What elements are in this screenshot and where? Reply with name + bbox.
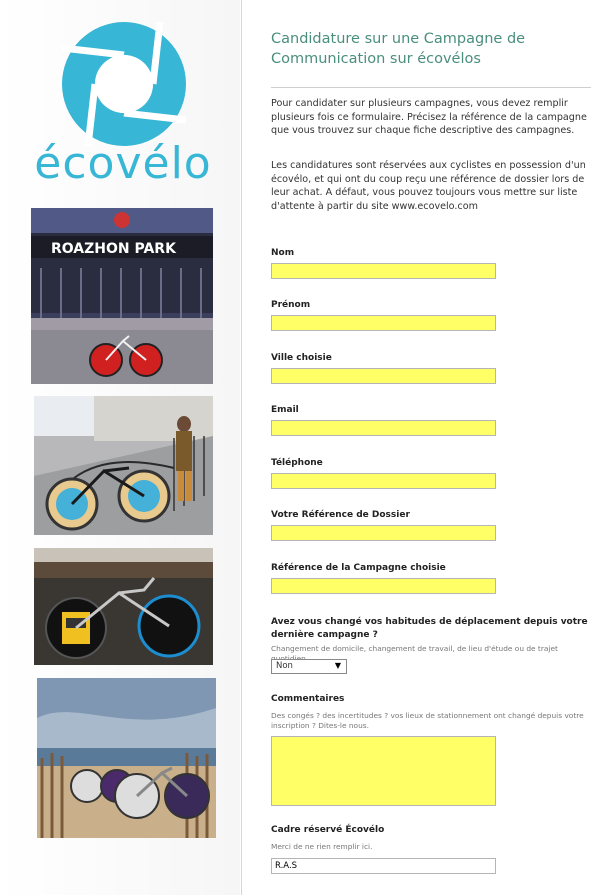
form-intro-paragraph-2: Les candidatures sont réservées aux cyclistes en possession d'un écovélo, et qui ont du coup reçu une référence de dossier lors de leur achat. A défaut, vous pouvez toujours vous mettre sur liste d'attente à partir du site www.ecovelo.com	[271, 160, 586, 212]
photo-roazhon-park	[31, 208, 213, 384]
ecovelo-logo-text: écovélo	[34, 138, 212, 189]
reference-campagne-label: Référence de la Campagne choisie	[271, 563, 446, 573]
ville-label: Ville choisie	[271, 353, 332, 363]
habitudes-select[interactable]	[271, 659, 347, 674]
photo-dune-beach	[37, 678, 216, 838]
ecovelo-logo-icon	[62, 22, 186, 146]
title-divider	[271, 87, 591, 88]
email-input[interactable]	[271, 420, 496, 436]
prenom-input[interactable]	[271, 315, 496, 331]
email-label: Email	[271, 405, 299, 415]
cadre-hint: Merci de ne rien remplir ici.	[271, 842, 373, 851]
application-form	[241, 0, 616, 895]
ville-input[interactable]	[271, 368, 496, 384]
nom-label: Nom	[271, 248, 295, 258]
photo-beach-promenade	[34, 396, 213, 535]
dropdown-arrow-icon: ▼	[334, 661, 341, 670]
reference-dossier-input[interactable]	[271, 525, 496, 541]
reference-campagne-input[interactable]	[271, 578, 496, 594]
telephone-input[interactable]	[271, 473, 496, 489]
commentaires-label: Commentaires	[271, 694, 345, 704]
habitudes-question: Avez vous changé vos habitudes de déplacement depuis votre dernière campagne ?	[271, 617, 588, 640]
prenom-label: Prénom	[271, 300, 311, 310]
photo-rainy-square	[34, 548, 213, 665]
habitudes-hint: Changement de domicile, changement de travail, de lieu d'étude ou de trajet	[271, 644, 558, 653]
reference-dossier-label: Votre Référence de Dossier	[271, 510, 410, 520]
commentaires-textarea[interactable]	[271, 736, 496, 806]
left-column	[0, 0, 240, 895]
roazhon-park-sign: ROAZHON PARK	[51, 241, 176, 257]
habitudes-selected-value: Non	[276, 661, 293, 671]
form-intro-paragraph-1: Pour candidater sur plusieurs campagnes, vous devez remplir plusieurs fois ce formulaire. Précisez la référence de la campagne que vous trouvez sur chaque fiche descriptive des campagnes.	[271, 98, 587, 137]
telephone-label: Téléphone	[271, 458, 323, 468]
nom-input[interactable]	[271, 263, 496, 279]
cadre-input[interactable]	[271, 858, 496, 874]
commentaires-hint: Des congés ? des incertitudes ? vos lieux de stationnement ont changé depuis votre inscription ? Dites-le nous.	[271, 711, 584, 730]
cadre-label: Cadre réservé Écovélo	[271, 825, 385, 835]
form-title: Candidature sur une Campagne de Communication sur écovélos	[271, 31, 526, 67]
